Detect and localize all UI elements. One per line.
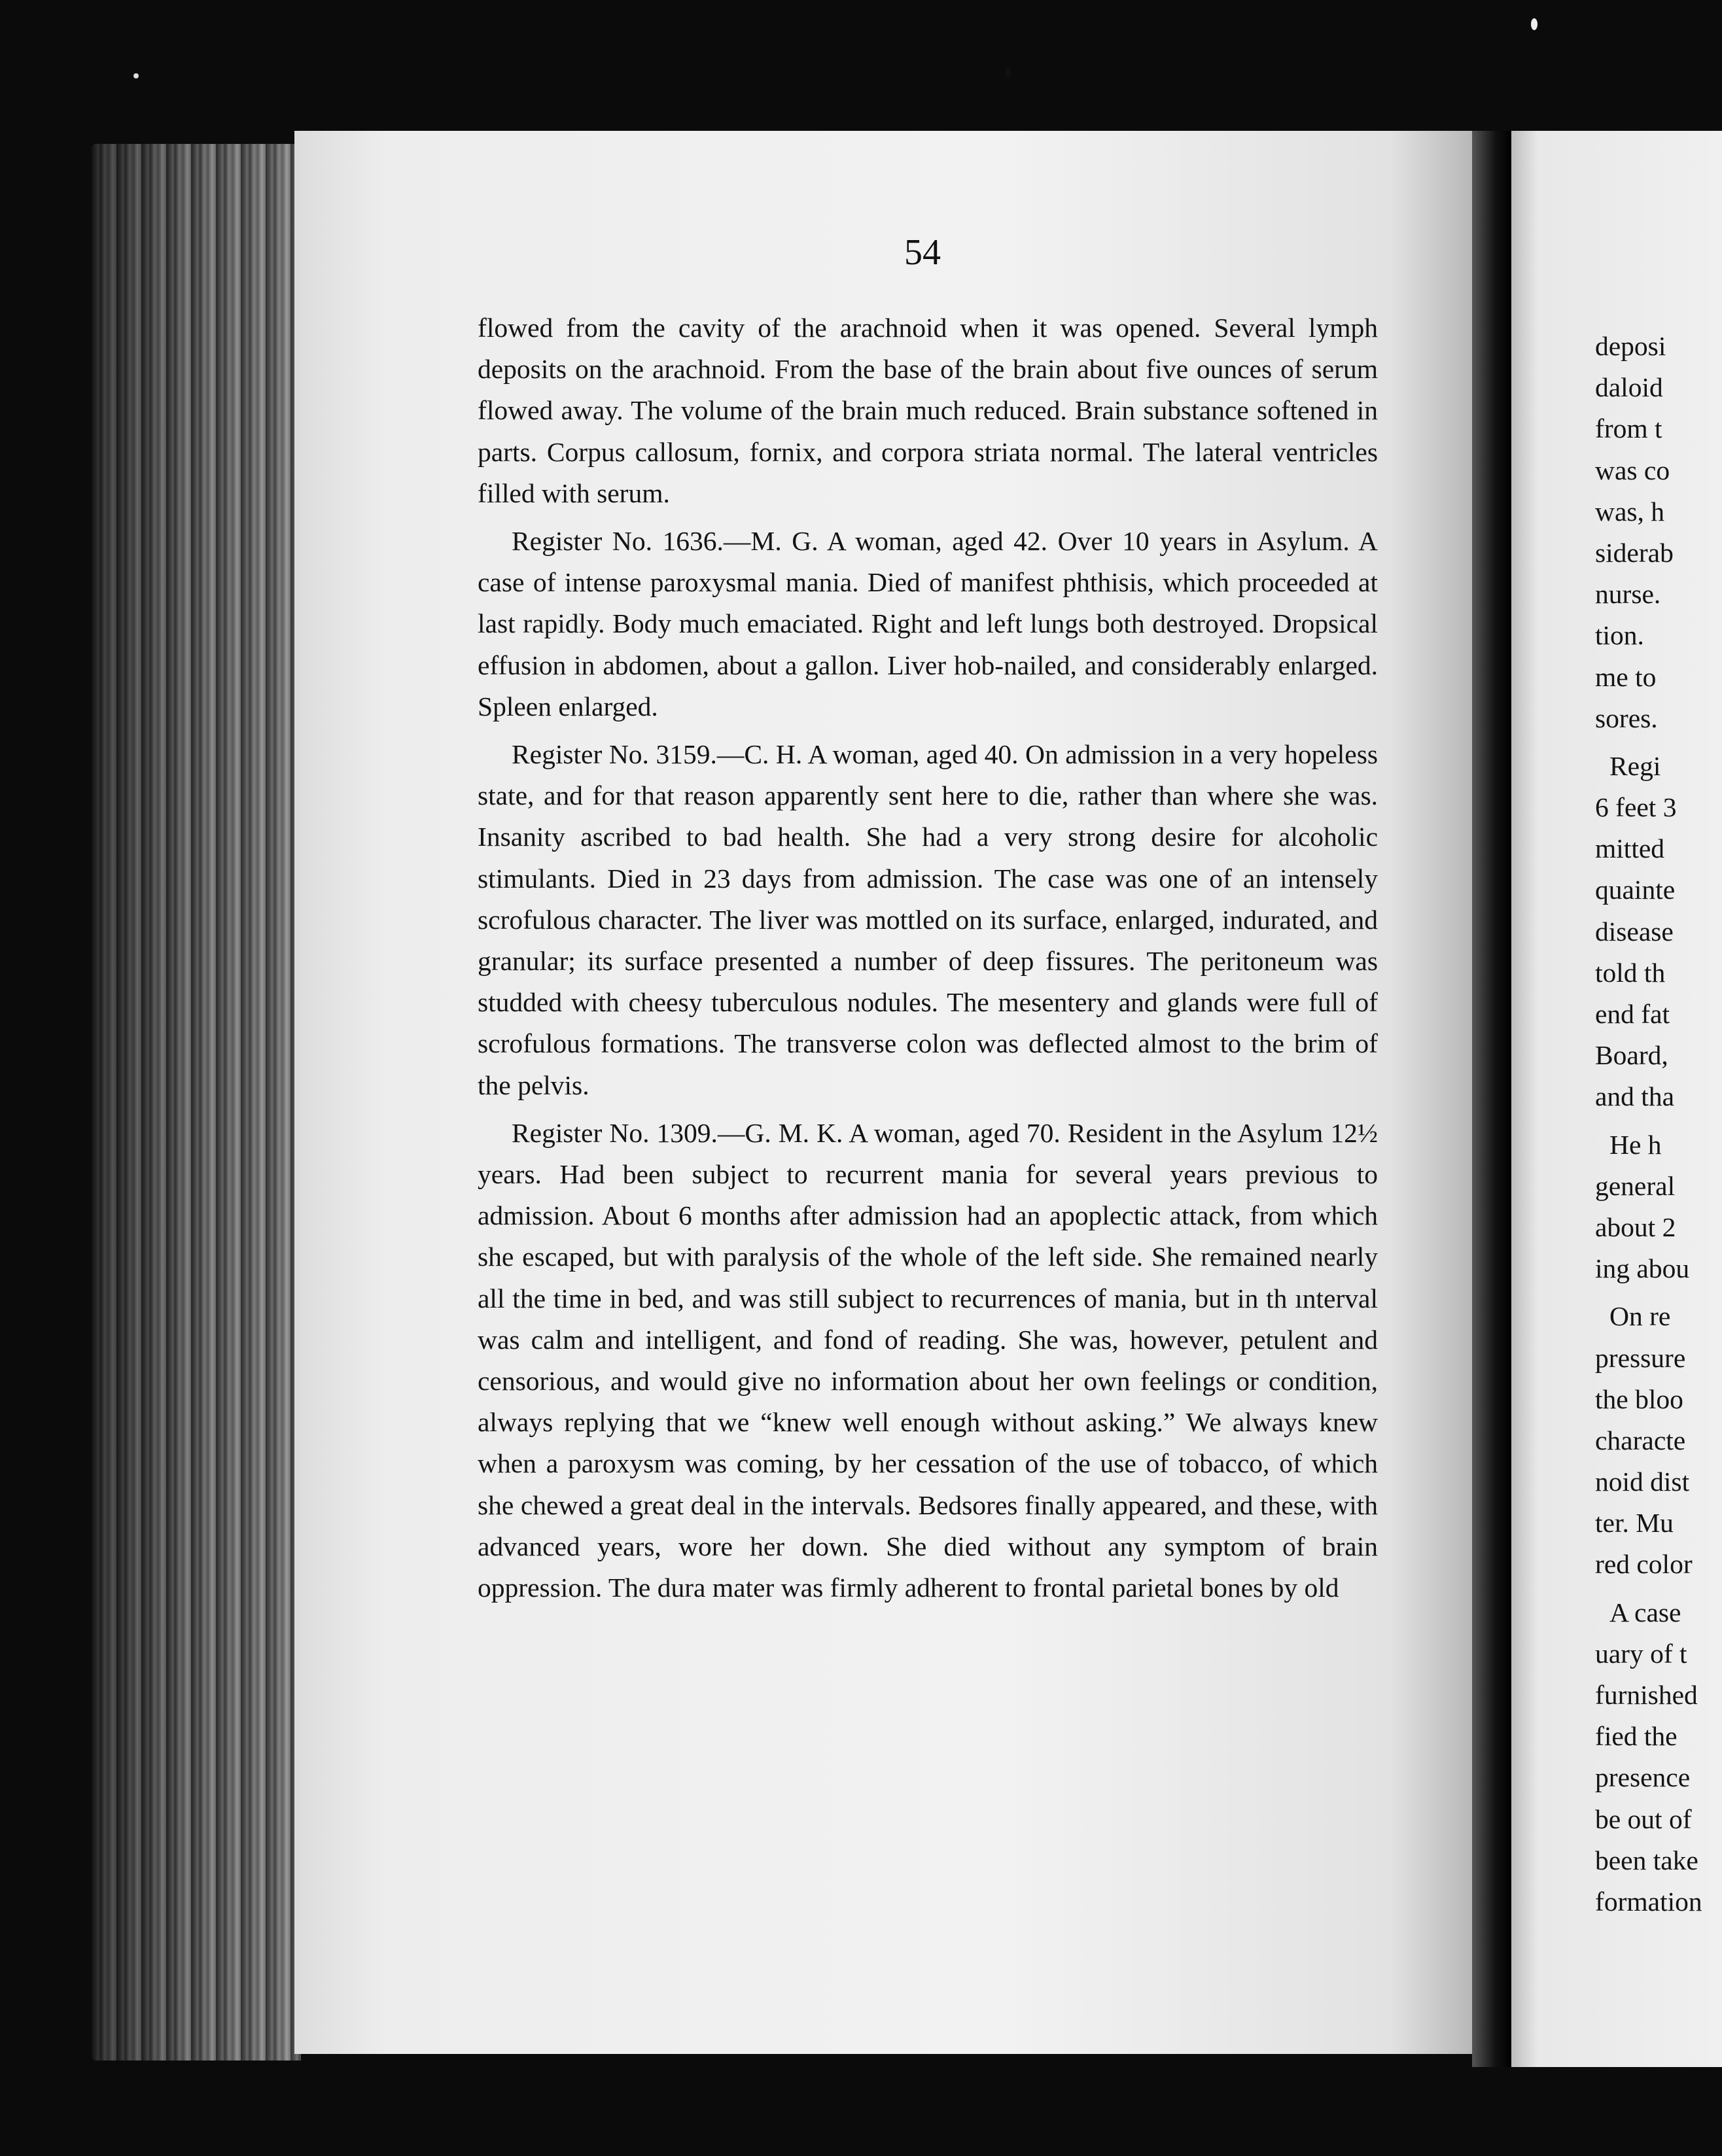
right-page-line: deposi (1595, 331, 1666, 361)
right-page-line: ter. Mu (1595, 1508, 1674, 1539)
right-page-body (1595, 326, 1722, 1922)
right-page-line: nurse. (1595, 579, 1661, 610)
paragraph-continuation: flowed from the cavity of the arachnoid when it was opened. Several lymph deposits on the arachnoid. From the base of the brain about five ounces of serum flowed away. The volume of the brain much reduced. Brain substance softened in parts. Corpus callosum, fornix, and corpora striata normal. The lateral ventricles filled with serum. (478, 313, 1378, 508)
right-page-line: and tha (1595, 1081, 1674, 1112)
right-page-line: furnished (1595, 1680, 1698, 1710)
right-page-line: disease (1595, 916, 1674, 947)
dust-speck (1005, 68, 1011, 77)
right-page-line: told th (1595, 957, 1666, 988)
right-page-line: from t (1595, 413, 1662, 444)
right-page-line: ing abou (1595, 1253, 1690, 1284)
right-page-line: general (1595, 1170, 1676, 1201)
right-page-line: was co (1595, 455, 1670, 485)
right-page-line: sores. (1595, 703, 1658, 733)
right-page-line: noid dist (1595, 1467, 1690, 1497)
right-page-line: me to (1595, 661, 1657, 692)
right-page-line: pressure (1595, 1342, 1686, 1373)
right-page-line: uary of t (1595, 1638, 1687, 1669)
right-page-line: mitted (1595, 833, 1665, 864)
right-page-line: about 2 (1595, 1211, 1676, 1242)
page-number: 54 (904, 232, 941, 273)
right-page-line: characte (1595, 1425, 1686, 1455)
right-page-line: Board, (1595, 1040, 1668, 1071)
paragraph-register-1636: Register No. 1636.—M. G. A woman, aged 42. Over 10 years in Asylum. A case of intense paroxysmal mania. Died of manifest phthisis, which proceeded at last rapidly. Body much emaciated. Right and left lungs both destroyed. Dropsical effusion in abdomen, about a gallon. Liver hob-nailed, and considerably enlarged. Spleen enlarged. (478, 526, 1378, 722)
right-page-line: be out of (1595, 1803, 1692, 1834)
paragraph-register-1309: Register No. 1309.—G. M. K. A woman, aged 70. Resident in the Asylum 12½ years. Had been subject to recurrent mania for several years previous to admission. About 6 months after admission had an apoplectic attack, from which she escaped, but with paralysis of the whole of the left side. She remained nearly all the time in bed, and was still subject to recurrences of mania, but in th ınterval was calm and intelligent, and fond of reading. She was, however, petulent and censorious, and would give no information about her own feelings or condition, always replying that we “knew well enough without asking.” We always knew when a paroxysm was coming, by her cessation of the use of tobacco, of which she chewed a great deal in the intervals. Bedsores finally appeared, and these, with advanced years, wore her down. She died without any symptom of brain oppression. The dura mater was firmly adherent to frontal parietal bones by old (478, 1117, 1378, 1603)
right-page-line: A case (1609, 1597, 1681, 1627)
dust-speck (1531, 18, 1538, 30)
right-page-line: red color (1595, 1549, 1693, 1580)
right-page-line: On re (1609, 1301, 1671, 1332)
right-page-line: end fat (1595, 999, 1670, 1029)
right-page-line: tion. (1595, 620, 1644, 651)
right-page-line: formation (1595, 1886, 1702, 1917)
right-page-line: 6 feet 3 (1595, 792, 1677, 823)
right-page-line: siderab (1595, 537, 1674, 568)
book-gutter (1472, 131, 1511, 2067)
page-edges-shadow (92, 144, 301, 2060)
right-page-line: presence (1595, 1762, 1691, 1793)
right-page-line: the bloo (1595, 1383, 1683, 1414)
right-page-line: was, h (1595, 496, 1665, 527)
paragraph-register-3159: Register No. 3159.—C. H. A woman, aged 40. On admission in a very hopeless state, and for that reason apparently sent here to die, rather than where she was. Insanity ascribed to bad health. She had a very strong desire for alcoholic stimulants. Died in 23 days from admission. The case was one of an intensely scrofulous character. The liver was mottled on its surface, enlarged, indurated, and granular; its surface presented a number of deep fissures. The peritoneum was studded with cheesy tuberculous nodules. The mesentery and glands were full of scrofulous formations. The transverse colon was deflected almost to the brim of the pelvis. (478, 739, 1378, 1100)
left-page-body (478, 307, 1378, 1615)
dust-speck (133, 73, 139, 78)
right-page-line: He h (1609, 1129, 1662, 1160)
right-page-line: Regi (1609, 750, 1661, 781)
right-page-line: daloid (1595, 372, 1663, 403)
right-page-line: fied the (1595, 1721, 1678, 1752)
right-page-line: quainte (1595, 875, 1676, 905)
right-page-line: been take (1595, 1845, 1698, 1875)
